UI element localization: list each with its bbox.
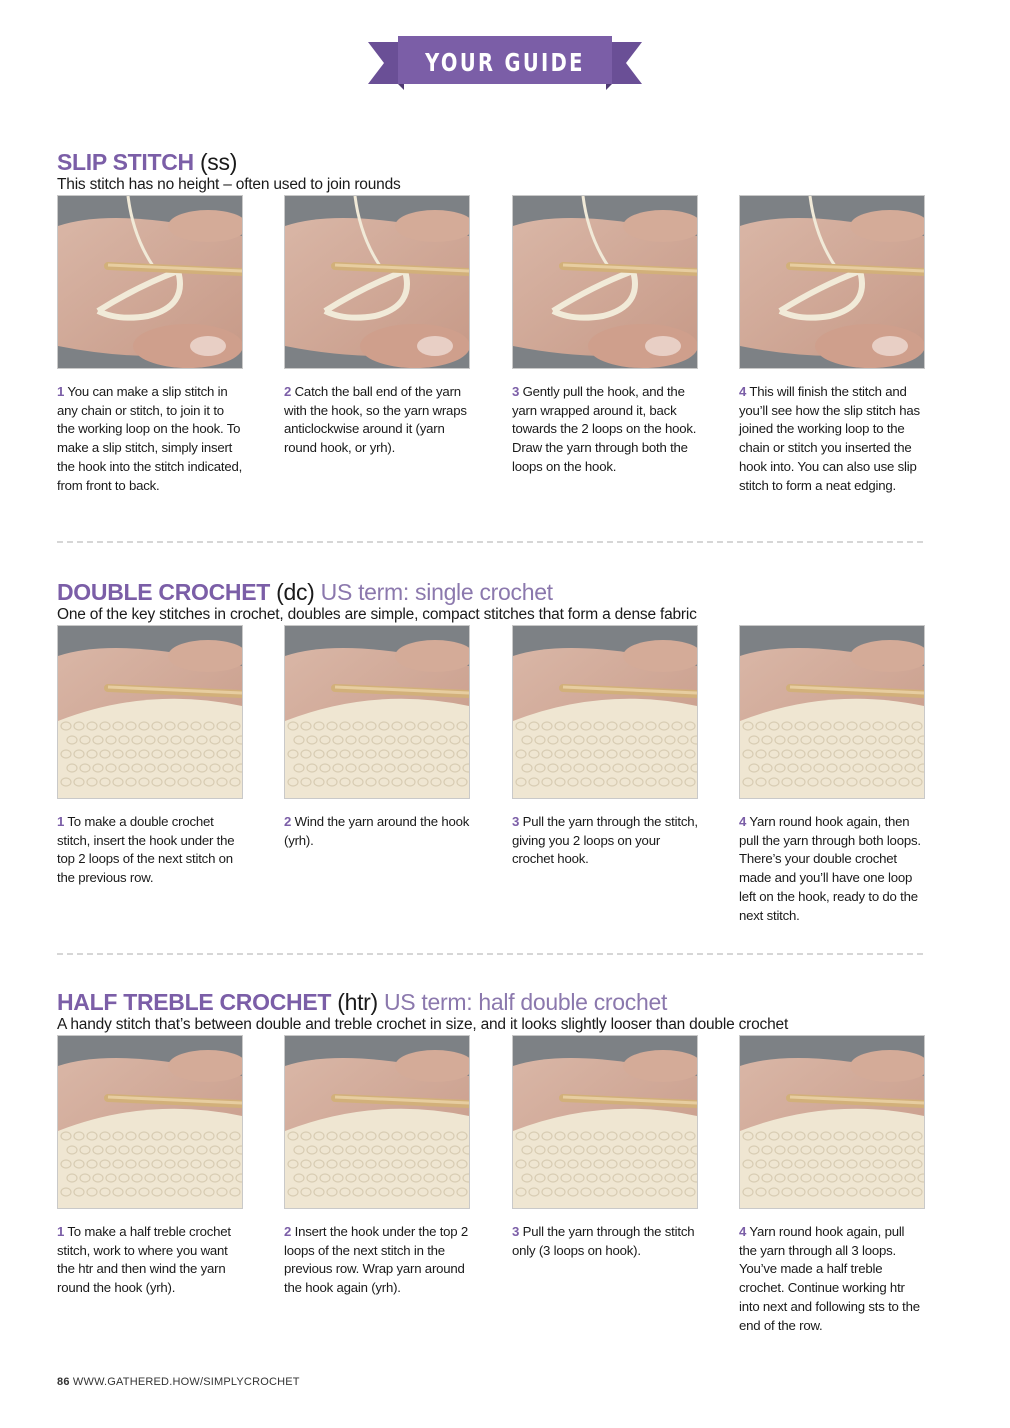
step-number: 3	[512, 814, 520, 829]
step-caption	[57, 813, 243, 888]
step-caption	[284, 813, 470, 850]
step-4	[739, 625, 925, 925]
step-photo	[739, 625, 925, 799]
stitch-abbreviation: (ss)	[199, 149, 238, 175]
stitch-name: HALF TREBLE CROCHET	[57, 989, 332, 1015]
section-subtitle: This stitch has no height – often used to join rounds	[57, 176, 401, 193]
step-caption	[739, 1223, 925, 1335]
step-text: This will finish the stitch and you’ll see how the slip stitch has joined the working loop to the chain or stitch you inserted the hook into. You can also use slip stitch to form a neat edging.	[739, 384, 920, 493]
step-row	[57, 195, 927, 515]
stitch-abbreviation: (dc)	[276, 579, 315, 605]
step-text: Yarn round hook again, pull the yarn through all 3 loops. You’ve made a half treble crochet. Continue working htr into next and following sts to the end of the row.	[739, 1224, 920, 1333]
step-1	[57, 1035, 243, 1298]
step-photo	[739, 1035, 925, 1209]
step-photo	[57, 195, 243, 369]
step-photo	[739, 195, 925, 369]
step-photo	[512, 1035, 698, 1209]
step-caption	[284, 383, 470, 458]
us-term: US term: single crochet	[320, 579, 553, 605]
section-double-crochet	[57, 579, 927, 923]
step-number: 2	[284, 1224, 292, 1239]
section-subtitle: A handy stitch that’s between double and treble crochet in size, and it looks slightly looser than double crochet	[57, 1016, 789, 1033]
step-photo	[284, 625, 470, 799]
step-caption	[512, 1223, 698, 1260]
step-text: Pull the yarn through the stitch, giving you 2 loops on your crochet hook.	[512, 814, 698, 867]
section-subtitle: One of the key stitches in crochet, doubles are simple, compact stitches that form a dense fabric	[57, 606, 697, 623]
step-caption	[512, 383, 698, 477]
step-photo	[57, 1035, 243, 1209]
step-number: 4	[739, 384, 747, 399]
step-2	[284, 625, 470, 850]
step-1	[57, 195, 243, 495]
step-text: Catch the ball end of the yarn with the hook, so the yarn wraps anticlockwise around it (yarn round hook, or yrh).	[284, 384, 467, 456]
section-slip-stitch	[57, 149, 927, 493]
step-caption	[57, 383, 243, 495]
step-text: Pull the yarn through the stitch only (3 loops on hook).	[512, 1224, 695, 1258]
step-number: 2	[284, 814, 292, 829]
step-text: To make a double crochet stitch, insert the hook under the top 2 loops of the next stitch on the previous row.	[57, 814, 235, 886]
step-number: 1	[57, 384, 65, 399]
section-title	[57, 149, 927, 175]
step-row	[57, 625, 927, 945]
step-1	[57, 625, 243, 888]
page-footer	[57, 1376, 300, 1388]
step-3	[512, 195, 698, 477]
step-3	[512, 625, 698, 869]
section-title	[57, 579, 927, 605]
us-term: US term: half double crochet	[383, 989, 668, 1015]
step-row	[57, 1035, 927, 1355]
step-photo	[284, 195, 470, 369]
section-half-treble-crochet	[57, 989, 927, 1333]
step-caption	[512, 813, 698, 869]
step-caption	[739, 813, 925, 925]
step-3	[512, 1035, 698, 1260]
step-number: 3	[512, 1224, 520, 1239]
step-number: 2	[284, 384, 292, 399]
step-4	[739, 1035, 925, 1335]
step-photo	[57, 625, 243, 799]
banner-title: YOUR GUIDE	[425, 47, 585, 77]
step-text: Wind the yarn around the hook (yrh).	[284, 814, 470, 848]
step-text: Insert the hook under the top 2 loops of the next stitch in the previous row. Wrap yarn around the hook again (yrh).	[284, 1224, 469, 1296]
step-4	[739, 195, 925, 495]
step-text: Yarn round hook again, then pull the yarn through both loops. There’s your double crochet made and you’ll have one loop left on the hook, ready to do the next stitch.	[739, 814, 921, 923]
step-text: To make a half treble crochet stitch, work to where you want the htr and then wind the yarn round the hook (yrh).	[57, 1224, 231, 1296]
step-photo	[512, 195, 698, 369]
step-number: 3	[512, 384, 520, 399]
stitch-abbreviation: (htr)	[337, 989, 378, 1015]
step-text: You can make a slip stitch in any chain or stitch, to join it to the working loop on the hook. To make a slip stitch, simply insert the hook into the stitch indicated, from front to back.	[57, 384, 243, 493]
step-photo	[512, 625, 698, 799]
step-number: 4	[739, 1224, 747, 1239]
step-caption	[739, 383, 925, 495]
section-divider	[57, 953, 923, 955]
footer-url: WWW.GATHERED.HOW/SIMPLYCROCHET	[72, 1376, 300, 1388]
guide-banner	[368, 34, 642, 94]
section-title	[57, 989, 927, 1015]
page-number: 86	[57, 1376, 70, 1388]
step-number: 1	[57, 814, 65, 829]
step-number: 1	[57, 1224, 65, 1239]
step-text: Gently pull the hook, and the yarn wrapped around it, back towards the 2 loops on the hook. Draw the yarn through both the loops on the hook.	[512, 384, 697, 474]
section-divider	[57, 541, 923, 543]
stitch-name: SLIP STITCH	[57, 149, 194, 175]
step-photo	[284, 1035, 470, 1209]
step-2	[284, 1035, 470, 1298]
step-number: 4	[739, 814, 747, 829]
stitch-name: DOUBLE CROCHET	[57, 579, 271, 605]
step-caption	[57, 1223, 243, 1298]
step-caption	[284, 1223, 470, 1298]
step-2	[284, 195, 470, 458]
